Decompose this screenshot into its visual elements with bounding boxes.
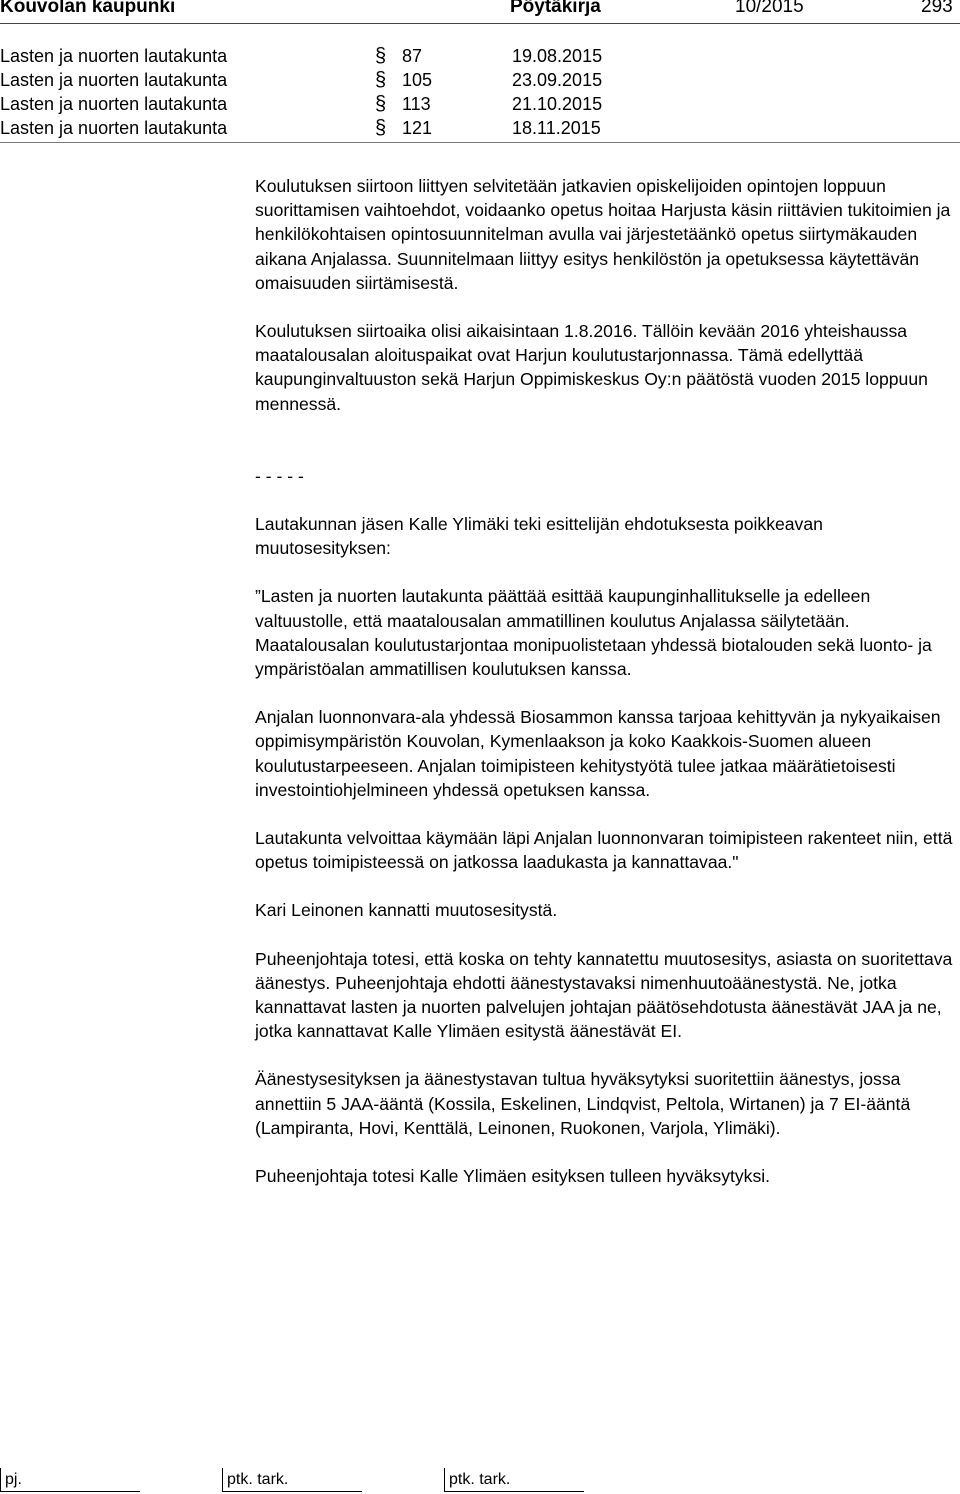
- reference-date: 18.11.2015: [512, 118, 601, 138]
- page-header: [0, 0, 960, 22]
- chair-initials-label: pj.: [5, 1471, 22, 1488]
- section-separator: - - - - -: [255, 465, 304, 486]
- paragraph-conclusion: Puheenjohtaja totesi Kalle Ylimäen esityksen tulleen hyväksytyksi.: [255, 1166, 771, 1187]
- svg-text:§: §: [375, 45, 387, 66]
- svg-text:§: §: [375, 93, 387, 114]
- svg-text:§: §: [375, 69, 387, 90]
- paragraph-vote-procedure: Puheenjohtaja totesi, että koska on tehty kannatettu muutosesitys, asiasta on suoritettava äänestys. Puheenjohtaja ehdotti äänestystavaksi nimenhuutoäänestystä. Ne, jotka kannattavat lasten ja nuorten palvelujen johtajan päätösehdotusta äänestävät JAA ja ne, jotka kannattavat Kalle Ylimäen esitystä äänestävät EI.: [255, 948, 953, 1042]
- section-sign-icon: [374, 92, 388, 114]
- section-sign-icon: [374, 116, 388, 138]
- reference-row: [0, 116, 960, 140]
- header-divider: [0, 23, 960, 24]
- paragraph-vote-result: Äänestysesityksen ja äänestystavan tultua hyväksytyksi suoritettiin äänestys, jossa annettiin 5 JAA-ääntä (Kossila, Eskelinen, Lindqvist, Peltola, Wirtanen) ja 7 EI-ääntä (Lampiranta, Hovi, Kenttälä, Leinonen, Ruokonen, Varjola, Ylimäki).: [255, 1069, 911, 1138]
- reference-date: 23.09.2015: [512, 70, 603, 90]
- signature-footer: [0, 1468, 960, 1494]
- checker-initials-label: ptk. tark.: [449, 1471, 511, 1488]
- paragraph-proposal-text: ”Lasten ja nuorten lautakunta päättää esittää kaupunginhallitukselle ja edelleen valtuustolle, että maatalousalan ammatillinen koulutus Anjalassa säilytetään. Maatalousalan koulutustarjontaa monipuolistetaan yhdessä biotalouden sekä luonto- ja ympäristöalan ammatillisen koulutuksen kanssa.: [255, 586, 932, 680]
- reference-date: 21.10.2015: [512, 94, 603, 114]
- reference-section: 105: [402, 70, 433, 90]
- section-sign-icon: [374, 68, 388, 90]
- organization-name: Kouvolan kaupunki: [0, 0, 176, 17]
- reference-section: 113: [402, 94, 431, 114]
- paragraph-board-obligation: Lautakunta velvoittaa käymään läpi Anjalan luonnonvaran toimipisteen rakenteet niin, että opetus toimipisteessä on jatkossa laadukasta ja kannattavaa.": [255, 828, 953, 873]
- reference-section: 121: [402, 118, 433, 138]
- reference-body: Lasten ja nuorten lautakunta: [0, 70, 228, 90]
- reference-body: Lasten ja nuorten lautakunta: [0, 94, 228, 114]
- paragraph-proposal-intro: Lautakunnan jäsen Kalle Ylimäki teki esittelijän ehdotuksesta poikkeavan muutosesityksen:: [255, 514, 823, 559]
- reference-date: 19.08.2015: [512, 46, 603, 66]
- checker-initials-label: ptk. tark.: [227, 1471, 289, 1488]
- svg-text:§: §: [375, 117, 387, 138]
- references-divider: [0, 142, 960, 143]
- document-type: Pöytäkirja: [510, 0, 601, 17]
- reference-section: 87: [402, 46, 423, 66]
- issue-number: 10/2015: [735, 0, 804, 17]
- reference-row: [0, 68, 960, 92]
- paragraph-seconded: Kari Leinonen kannatti muutosesitystä.: [255, 900, 558, 921]
- paragraph-transfer-options: Koulutuksen siirtoon liittyen selvitetään jatkavien opiskelijoiden opintojen loppuun suorittamisen vaihtoehdot, voidaanko opetus hoitaa Harjusta käsin riittävien tukitoimien ja henkilökohtaisen opintosuunnitelman avulla vai järjestetäänkö opetus siirtymäkauden aikana Anjalassa. Suunnitelmaan liittyy esitys henkilöstön ja opetuksessa käytettävän omaisuuden siirtämisestä.: [255, 176, 951, 293]
- minutes-body: [255, 174, 960, 1188]
- reference-row: [0, 92, 960, 116]
- reference-row: [0, 44, 960, 68]
- section-sign-icon: [374, 44, 388, 66]
- reference-body: Lasten ja nuorten lautakunta: [0, 118, 228, 138]
- paragraph-transfer-timing: Koulutuksen siirtoaika olisi aikaisintaan 1.8.2016. Tällöin kevään 2016 yhteishaussa maatalousalan aloituspaikat ovat Harjun koulutustarjonnassa. Tämä edellyttää kaupunginvaltuuston sekä Harjun Oppimiskeskus Oy:n päätöstä vuoden 2015 loppuun mennessä.: [255, 321, 928, 414]
- page-number: 293: [921, 0, 953, 17]
- paragraph-anjala-development: Anjalan luonnonvara-ala yhdessä Biosammon kanssa tarjoaa kehittyvän ja nykyaikaisen oppimisympäristön Kouvolan, Kymenlaakson ja koko Kaakkois-Suomen alueen koulutustarpeeseen. Anjalan toimipisteen kehitystyötä tulee jatkaa määrätietoisesti investointiohjelmineen yhdessä opetuksen kanssa.: [255, 707, 941, 800]
- reference-body: Lasten ja nuorten lautakunta: [0, 46, 228, 66]
